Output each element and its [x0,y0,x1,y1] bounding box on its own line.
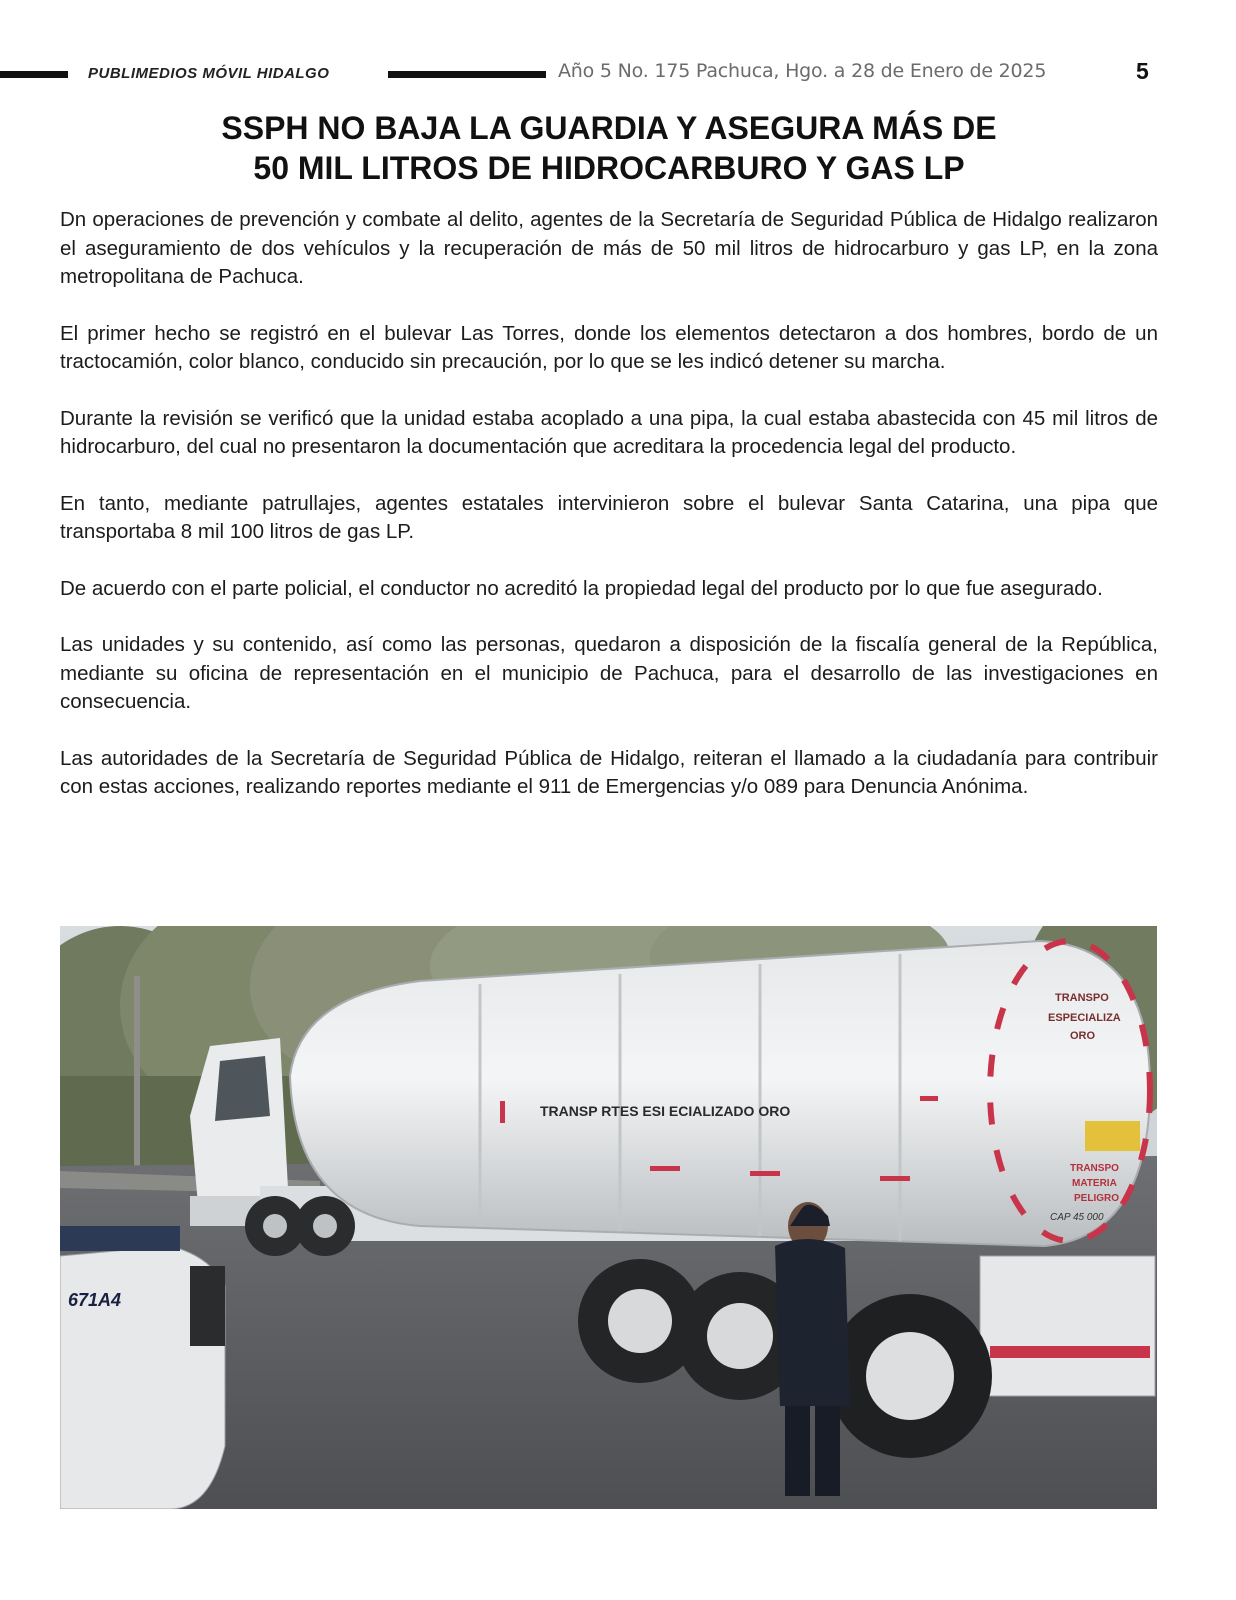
tank-side-text: TRANSP RTES ESI ECIALIZADO ORO [540,1103,791,1119]
header-rule-left [0,71,68,78]
hazard-text-2: MATERIA [1072,1178,1117,1189]
hazard-text-1: TRANSPO [1070,1163,1119,1174]
article-paragraph: Dn operaciones de prevención y combate al delito, agentes de la Secretaría de Seguridad Pública de Hidalgo realizaron el aseguramiento de dos vehículos y la recuperación de más de 50 mil litros de hidrocarburo y gas LP, en la zona metropolitana de Pachuca. [60,208,1158,288]
headline-line-2: 50 MIL LITROS DE HIDROCARBURO Y GAS LP [253,150,965,186]
header-rule-middle [388,71,546,78]
article-paragraph: Durante la revisión se verificó que la unidad estaba acoplado a una pipa, la cual estaba abastecida con 45 mil litros de hidrocarburo, del cual no presentaron la documentación que acreditara la procedencia legal del producto. [60,406,1158,458]
article-headline [60,108,1158,188]
placard [1085,1121,1140,1151]
utility-pole [134,976,140,1196]
tank-back-text-1: TRANSPO [1055,992,1109,1004]
article-paragraph: El primer hecho se registró en el bulevar Las Torres, donde los elementos detectaron a dos hombres, bordo de un tractocamión, color blanco, conducido sin precaución, por lo que se les indicó detener su marcha. [60,321,1158,373]
hazard-text-4: CAP 45 000 [1050,1212,1104,1223]
article-paragraph: Las unidades y su contenido, así como las personas, quedaron a disposición de la fiscalía general de la República, mediante su oficina de representación en el municipio de Pachuca, para el desarrollo de las investigaciones en consecuencia. [60,633,1158,713]
rear-light-bar [990,1346,1150,1358]
tank-back-text-2: ESPECIALIZA [1048,1012,1121,1024]
tank-back-text-3: ORO [1070,1030,1096,1042]
article-paragraph: En tanto, mediante patrullajes, agentes estatales intervinieron sobre el bulevar Santa Catarina, una pipa que transportaba 8 mil 100 litros de gas LP. [60,491,1158,543]
tanker-photo-illustration [60,926,1157,1509]
publication-brand: PUBLIMEDIOS MÓVIL HIDALGO [88,65,330,82]
rear-bumper [980,1256,1155,1396]
hazard-text-3: PELIGRO [1074,1193,1120,1204]
article-body [60,206,1158,830]
patrol-car [60,1226,225,1509]
headline-line-1: SSPH NO BAJA LA GUARDIA Y ASEGURA MÁS DE [221,110,997,146]
article-photo [60,926,1157,1509]
patrol-number: 671A4 [68,1290,122,1310]
page-header [0,56,1236,96]
article-paragraph: Las autoridades de la Secretaría de Seguridad Pública de Hidalgo, reiteran el llamado a la ciudadanía para contribuir con estas acciones, realizando reportes mediante el 911 de Emergencias y/o 089 para Denuncia Anónima. [60,746,1158,798]
issue-info: Año 5 No. 175 Pachuca, Hgo. a 28 de Enero de 2025 [558,60,1047,82]
tank-body [290,941,1150,1246]
page-number: 5 [1136,58,1149,84]
article-paragraph: De acuerdo con el parte policial, el conductor no acreditó la propiedad legal del producto por lo que fue asegurado. [60,576,1103,600]
